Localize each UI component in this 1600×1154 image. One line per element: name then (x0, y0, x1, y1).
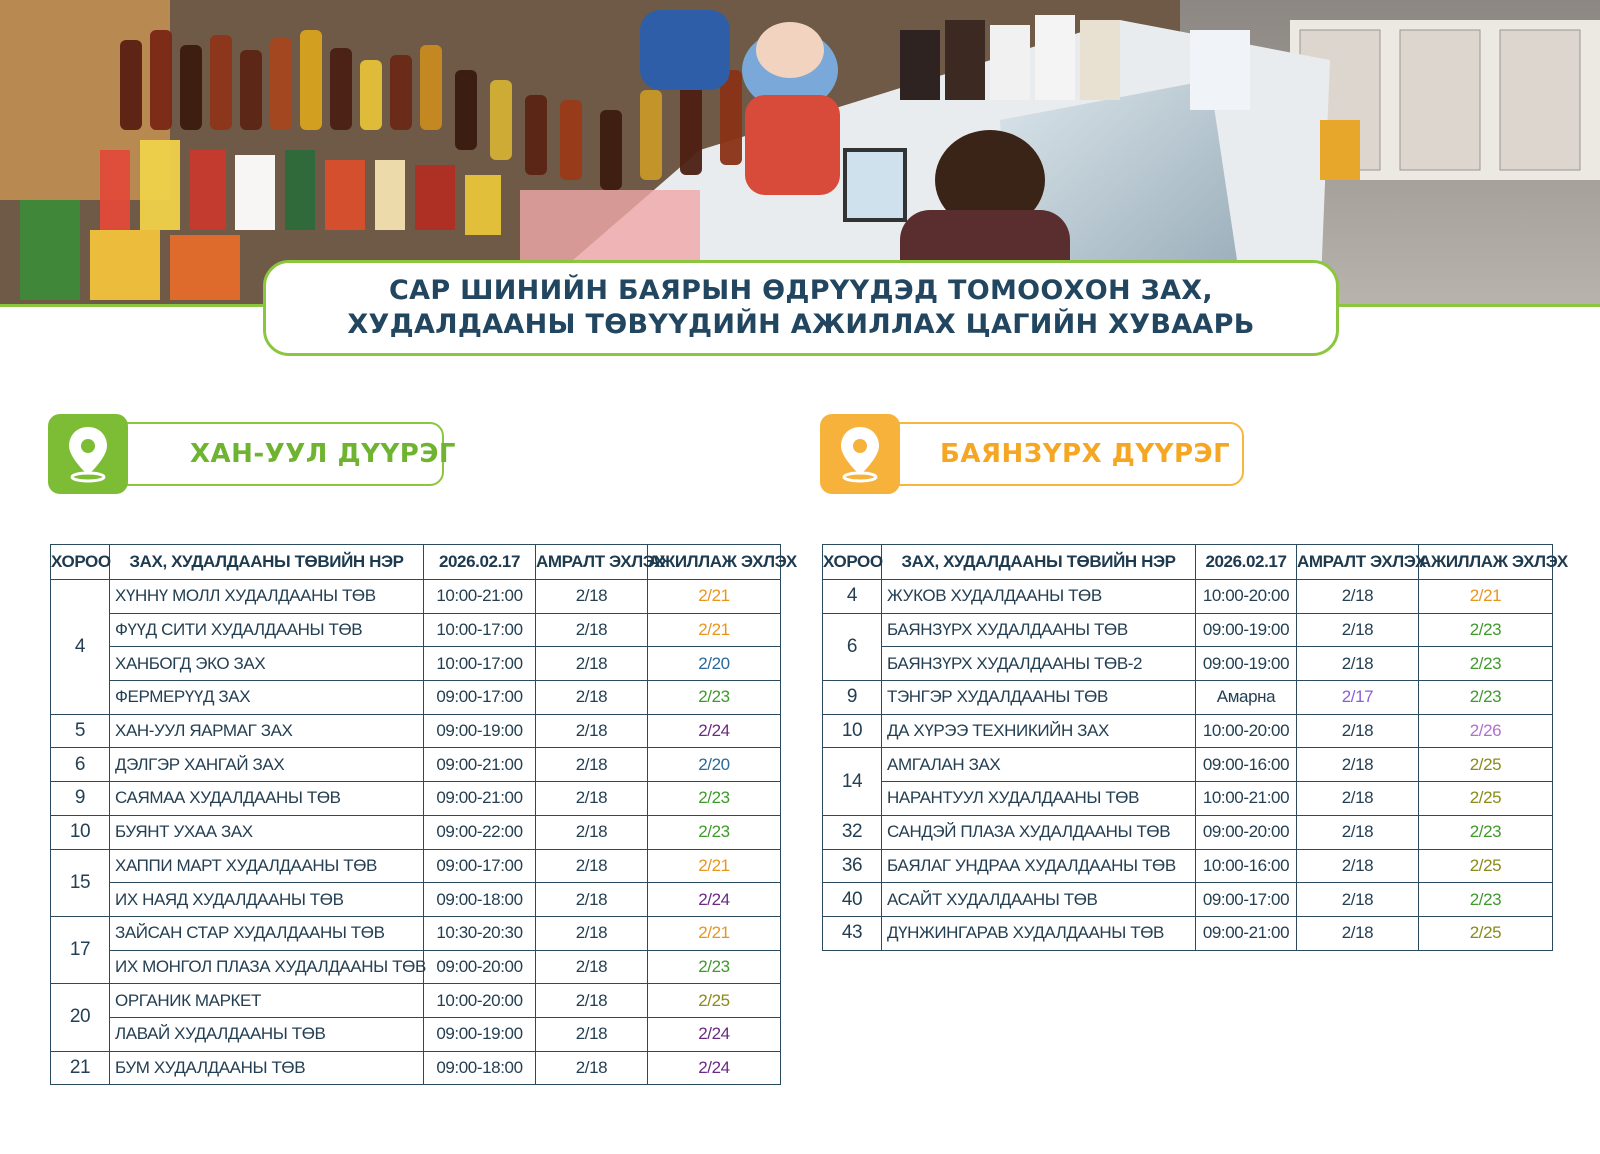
open-start-cell: 2/23 (1419, 647, 1553, 681)
table-row (51, 984, 781, 1018)
khoroo-cell: 43 (823, 916, 882, 950)
market-name-cell: ДЭЛГЭР ХАНГАЙ ЗАХ (110, 748, 424, 782)
table-row (51, 613, 781, 647)
market-name-cell: ФЕРМЕРҮҮД ЗАХ (110, 681, 424, 715)
khoroo-cell: 9 (823, 681, 882, 715)
open-start-cell: 2/25 (648, 984, 781, 1018)
rest-start-cell: 2/18 (1297, 883, 1419, 917)
open-start-cell: 2/23 (648, 782, 781, 816)
khoroo-cell: 4 (51, 580, 110, 715)
market-name-cell: ИХ МОНГОЛ ПЛАЗА ХУДАЛДААНЫ ТӨВ (110, 950, 424, 984)
hours-cell: 09:00-16:00 (1196, 748, 1297, 782)
hours-cell: 09:00-19:00 (1196, 613, 1297, 647)
rest-start-cell: 2/18 (1297, 748, 1419, 782)
table-row (51, 815, 781, 849)
rest-start-cell: 2/17 (1297, 681, 1419, 715)
market-name-cell: АМГАЛАН ЗАХ (882, 748, 1196, 782)
market-name-cell: САЯМАА ХУДАЛДААНЫ ТӨВ (110, 782, 424, 816)
district-header-khan-uul (48, 414, 456, 496)
market-name-cell: ИХ НАЯД ХУДАЛДААНЫ ТӨВ (110, 883, 424, 917)
table-row (823, 849, 1553, 883)
district-name: БАЯНЗҮРХ ДҮҮРЭГ (940, 439, 1231, 469)
rest-start-cell: 2/18 (1297, 714, 1419, 748)
market-name-cell: БУМ ХУДАЛДААНЫ ТӨВ (110, 1051, 424, 1085)
hours-cell: 09:00-17:00 (1196, 883, 1297, 917)
rest-start-cell: 2/18 (536, 849, 648, 883)
rest-start-cell: 2/18 (536, 984, 648, 1018)
table-row (823, 815, 1553, 849)
table-header-row (51, 545, 781, 580)
market-name-cell: ДА ХҮРЭЭ ТЕХНИКИЙН ЗАХ (882, 714, 1196, 748)
market-name-cell: ЛАВАЙ ХУДАЛДААНЫ ТӨВ (110, 1017, 424, 1051)
district-name-pill (844, 422, 1244, 486)
title-box (263, 260, 1339, 356)
open-start-cell: 2/24 (648, 714, 781, 748)
market-name-cell: САНДЭЙ ПЛАЗА ХУДАЛДААНЫ ТӨВ (882, 815, 1196, 849)
hours-cell: 09:00-21:00 (424, 782, 536, 816)
table-row (823, 883, 1553, 917)
market-name-cell: БАЯЛАГ УНДРАА ХУДАЛДААНЫ ТӨВ (882, 849, 1196, 883)
market-name-cell: БАЯНЗҮРХ ХУДАЛДААНЫ ТӨВ (882, 613, 1196, 647)
rest-start-cell: 2/18 (1297, 613, 1419, 647)
open-start-cell: 2/24 (648, 1017, 781, 1051)
table-row (823, 782, 1553, 816)
table-row (51, 580, 781, 614)
table-row (823, 681, 1553, 715)
open-start-cell: 2/25 (1419, 849, 1553, 883)
hours-cell: 09:00-17:00 (424, 681, 536, 715)
header-rest: АМРАЛТ ЭХЛЭХ (536, 545, 648, 580)
hours-cell: 10:00-20:00 (1196, 580, 1297, 614)
khoroo-cell: 4 (823, 580, 882, 614)
header-date: 2026.02.17 (1196, 545, 1297, 580)
open-start-cell: 2/23 (1419, 815, 1553, 849)
market-name-cell: ОРГАНИК МАРКЕТ (110, 984, 424, 1018)
open-start-cell: 2/21 (648, 849, 781, 883)
open-start-cell: 2/23 (648, 950, 781, 984)
hours-cell: 09:00-18:00 (424, 1051, 536, 1085)
hours-cell: 10:00-20:00 (1196, 714, 1297, 748)
rest-start-cell: 2/18 (536, 714, 648, 748)
market-name-cell: БУЯНТ УХАА ЗАХ (110, 815, 424, 849)
khoroo-cell: 17 (51, 916, 110, 983)
hours-cell: 10:00-17:00 (424, 647, 536, 681)
open-start-cell: 2/21 (648, 613, 781, 647)
khoroo-cell: 40 (823, 883, 882, 917)
open-start-cell: 2/24 (648, 1051, 781, 1085)
hours-cell: 09:00-17:00 (424, 849, 536, 883)
table-row (823, 916, 1553, 950)
hours-cell: 09:00-20:00 (424, 950, 536, 984)
header-rest: АМРАЛТ ЭХЛЭХ (1297, 545, 1419, 580)
header-khoroo: ХОРОО (51, 545, 110, 580)
rest-start-cell: 2/18 (536, 950, 648, 984)
bayanzurkh-schedule-table (822, 544, 1568, 951)
open-start-cell: 2/25 (1419, 782, 1553, 816)
header-date: 2026.02.17 (424, 545, 536, 580)
rest-start-cell: 2/18 (536, 681, 648, 715)
table-row (51, 782, 781, 816)
header-open: АЖИЛЛАЖ ЭХЛЭХ (648, 545, 781, 580)
hours-cell: 10:00-21:00 (424, 580, 536, 614)
table-row (51, 883, 781, 917)
hours-cell: 09:00-22:00 (424, 815, 536, 849)
location-pin-icon (48, 414, 128, 494)
rest-start-cell: 2/18 (536, 815, 648, 849)
hours-cell: 09:00-19:00 (424, 1017, 536, 1051)
hours-cell: 09:00-21:00 (424, 748, 536, 782)
rest-start-cell: 2/18 (536, 647, 648, 681)
table-row (51, 748, 781, 782)
table-row (823, 580, 1553, 614)
open-start-cell: 2/25 (1419, 916, 1553, 950)
market-name-cell: НАРАНТУУЛ ХУДАЛДААНЫ ТӨВ (882, 782, 1196, 816)
open-start-cell: 2/23 (1419, 883, 1553, 917)
khoroo-cell: 36 (823, 849, 882, 883)
header-name: ЗАХ, ХУДАЛДААНЫ ТӨВИЙН НЭР (110, 545, 424, 580)
khoroo-cell: 9 (51, 782, 110, 816)
table-header-row (823, 545, 1553, 580)
open-start-cell: 2/21 (648, 916, 781, 950)
page-title-line-1: САР ШИНИЙН БАЯРЫН ӨДРҮҮДЭД ТОМООХОН ЗАХ, (389, 275, 1213, 306)
hours-cell: 10:00-21:00 (1196, 782, 1297, 816)
hours-cell: 09:00-21:00 (1196, 916, 1297, 950)
table-row (51, 1017, 781, 1051)
khoroo-cell: 21 (51, 1051, 110, 1085)
rest-start-cell: 2/18 (1297, 580, 1419, 614)
market-name-cell: ЗАЙСАН СТАР ХУДАЛДААНЫ ТӨВ (110, 916, 424, 950)
market-name-cell: ХАНБОГД ЭКО ЗАХ (110, 647, 424, 681)
khoroo-cell: 14 (823, 748, 882, 815)
rest-start-cell: 2/18 (1297, 782, 1419, 816)
rest-start-cell: 2/18 (1297, 849, 1419, 883)
khoroo-cell: 32 (823, 815, 882, 849)
location-pin-icon (820, 414, 900, 494)
hours-cell: 09:00-20:00 (1196, 815, 1297, 849)
open-start-cell: 2/23 (1419, 613, 1553, 647)
open-start-cell: 2/21 (1419, 580, 1553, 614)
hours-cell: 09:00-19:00 (1196, 647, 1297, 681)
table-row (51, 647, 781, 681)
table-row (823, 748, 1553, 782)
open-start-cell: 2/20 (648, 748, 781, 782)
hours-cell: 09:00-18:00 (424, 883, 536, 917)
market-name-cell: ФҮҮД СИТИ ХУДАЛДААНЫ ТӨВ (110, 613, 424, 647)
market-name-cell: ЖУКОВ ХУДАЛДААНЫ ТӨВ (882, 580, 1196, 614)
khan-uul-schedule-table (50, 544, 797, 1085)
table-row (51, 849, 781, 883)
open-start-cell: 2/21 (648, 580, 781, 614)
table-row (51, 1051, 781, 1085)
hours-cell: 10:30-20:30 (424, 916, 536, 950)
header-name: ЗАХ, ХУДАЛДААНЫ ТӨВИЙН НЭР (882, 545, 1196, 580)
hours-cell: 09:00-19:00 (424, 714, 536, 748)
khoroo-cell: 5 (51, 714, 110, 748)
rest-start-cell: 2/18 (536, 1017, 648, 1051)
open-start-cell: 2/23 (648, 681, 781, 715)
district-header-bayanzurkh (820, 414, 1250, 496)
hours-cell: Амарна (1196, 681, 1297, 715)
khoroo-cell: 10 (823, 714, 882, 748)
market-name-cell: БАЯНЗҮРХ ХУДАЛДААНЫ ТӨВ-2 (882, 647, 1196, 681)
table-row (51, 714, 781, 748)
table-row (51, 681, 781, 715)
rest-start-cell: 2/18 (536, 580, 648, 614)
khoroo-cell: 20 (51, 984, 110, 1051)
table-row (823, 647, 1553, 681)
table-row (823, 714, 1553, 748)
rest-start-cell: 2/18 (536, 1051, 648, 1085)
market-name-cell: ХАППИ МАРТ ХУДАЛДААНЫ ТӨВ (110, 849, 424, 883)
rest-start-cell: 2/18 (1297, 916, 1419, 950)
page-title-line-2: ХУДАЛДААНЫ ТӨВҮҮДИЙН АЖИЛЛАХ ЦАГИЙН ХУВААРЬ (347, 309, 1255, 340)
rest-start-cell: 2/18 (536, 883, 648, 917)
open-start-cell: 2/25 (1419, 748, 1553, 782)
hours-cell: 10:00-20:00 (424, 984, 536, 1018)
open-start-cell: 2/20 (648, 647, 781, 681)
open-start-cell: 2/23 (1419, 681, 1553, 715)
rest-start-cell: 2/18 (1297, 815, 1419, 849)
open-start-cell: 2/26 (1419, 714, 1553, 748)
khoroo-cell: 6 (51, 748, 110, 782)
table-row (51, 950, 781, 984)
header-khoroo: ХОРОО (823, 545, 882, 580)
khoroo-cell: 10 (51, 815, 110, 849)
rest-start-cell: 2/18 (536, 782, 648, 816)
hours-cell: 10:00-17:00 (424, 613, 536, 647)
hours-cell: 10:00-16:00 (1196, 849, 1297, 883)
khoroo-cell: 6 (823, 613, 882, 680)
rest-start-cell: 2/18 (536, 916, 648, 950)
khoroo-cell: 15 (51, 849, 110, 916)
market-name-cell: ТЭНГЭР ХУДАЛДААНЫ ТӨВ (882, 681, 1196, 715)
district-name: ХАН-УУЛ ДҮҮРЭГ (190, 439, 456, 469)
rest-start-cell: 2/18 (536, 748, 648, 782)
table-row (823, 613, 1553, 647)
open-start-cell: 2/24 (648, 883, 781, 917)
market-name-cell: ДҮНЖИНГАРАВ ХУДАЛДААНЫ ТӨВ (882, 916, 1196, 950)
table-row (51, 916, 781, 950)
market-name-cell: АСАЙТ ХУДАЛДААНЫ ТӨВ (882, 883, 1196, 917)
market-name-cell: ХҮННҮ МОЛЛ ХУДАЛДААНЫ ТӨВ (110, 580, 424, 614)
rest-start-cell: 2/18 (1297, 647, 1419, 681)
market-name-cell: ХАН-УУЛ ЯАРМАГ ЗАХ (110, 714, 424, 748)
rest-start-cell: 2/18 (536, 613, 648, 647)
open-start-cell: 2/23 (648, 815, 781, 849)
header-open: АЖИЛЛАЖ ЭХЛЭХ (1419, 545, 1553, 580)
